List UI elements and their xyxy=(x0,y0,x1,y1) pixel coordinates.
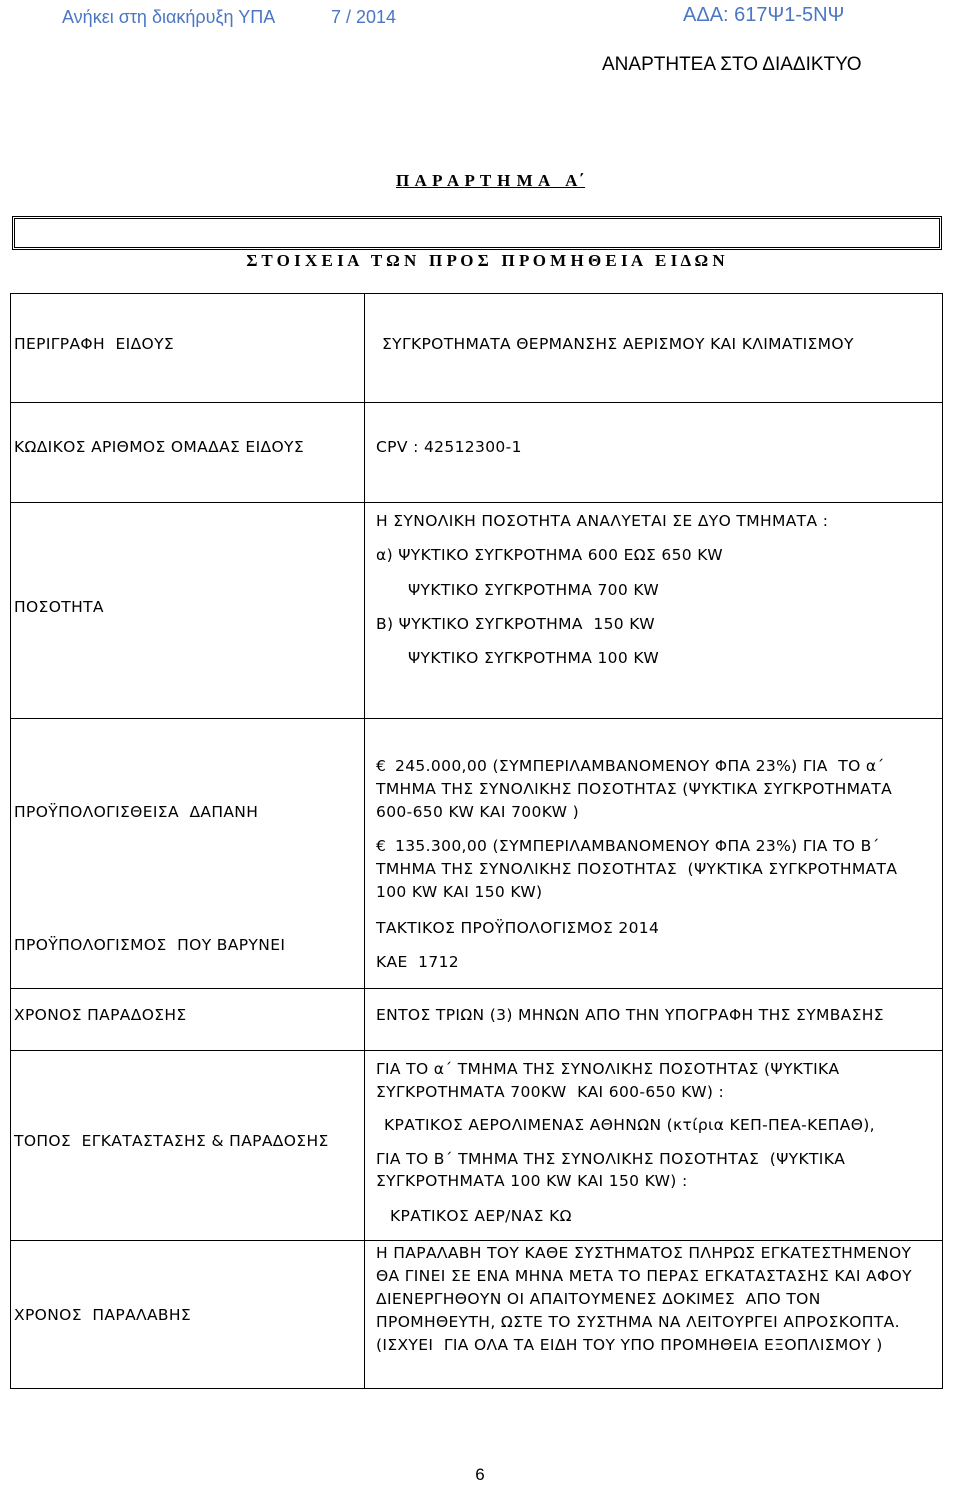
budget-part-b-line: 135.300,00 (ΣΥΜΠΕΡΙΛΑΜΒΑΝΟΜΕΝΟΥ ΦΠΑ 23%) ΓΙΑ ΤΟ Β΄ xyxy=(395,837,880,855)
description-label: ΠΕΡΙΓΡΑΦΗ ΕΙΔΟΥΣ xyxy=(14,335,175,353)
location-line: ΣΥΓΚΡΟΤΗΜΑΤΑ 100 KW ΚΑΙ 150 KW) : xyxy=(376,1172,688,1190)
acceptance-line: ΔΙΕΝΕΡΓΗΘΟΥΝ ΟΙ ΑΠΑΙΤΟΥΜΕΝΕΣ ΔΟΚΙΜΕΣ ΑΠΟ ΤΟΝ xyxy=(376,1290,821,1308)
quantity-line: α) ΨΥΚΤΙΚΟ ΣΥΓΚΡΟΤΗΜΑ 600 ΕΩΣ 650 KW xyxy=(376,546,723,564)
location-line: ΓΙΑ ΤΟ Β΄ ΤΜΗΜΑ ΤΗΣ ΣΥΝΟΛΙΚΗΣ ΠΟΣΟΤΗΤΑΣ (ΨΥΚΤΙΚΑ xyxy=(376,1150,846,1168)
tender-reference-label: Ανήκει στη διακήρυξη ΥΠΑ xyxy=(62,7,276,27)
budget-part-a-line: 600-650 KW ΚΑΙ 700KW ) xyxy=(376,803,580,821)
location-line: ΚΡΑΤΙΚΟΣ ΑΕΡΟΛΙΜΕΝΑΣ ΑΘΗΝΩΝ (κτίρια ΚΕΠ-ΠΕΑ-ΚΕΠΑΘ), xyxy=(384,1116,875,1134)
acceptance-line: ΘΑ ΓΙΝΕΙ ΣΕ ΕΝΑ ΜΗΝΑ ΜΕΤΑ ΤΟ ΠΕΡΑΣ ΕΓΚΑΤΑΣΤΑΣΗΣ ΚΑΙ ΑΦΟΥ xyxy=(376,1267,912,1285)
row-divider xyxy=(11,402,942,403)
row-divider xyxy=(11,1240,942,1241)
quantity-line: Β) ΨΥΚΤΙΚΟ ΣΥΓΚΡΟΤΗΜΑ 150 KW xyxy=(376,615,655,633)
code-label: ΚΩΔΙΚΟΣ ΑΡΙΘΜΟΣ ΟΜΑΔΑΣ ΕΙΔΟΥΣ xyxy=(14,438,304,456)
location-line: ΓΙΑ ΤΟ α΄ ΤΜΗΜΑ ΤΗΣ ΣΥΝΟΛΙΚΗΣ ΠΟΣΟΤΗΤΑΣ (ΨΥΚΤΙΚΑ xyxy=(376,1060,840,1078)
row-divider xyxy=(11,1050,942,1051)
budget-part-a-line: 245.000,00 (ΣΥΜΠΕΡΙΛΑΜΒΑΝΟΜΕΝΟΥ ΦΠΑ 23%) ΓΙΑ ΤΟ α΄ xyxy=(395,757,885,775)
tender-reference-number: 7 / 2014 xyxy=(331,7,397,27)
acceptance-line: Η ΠΑΡΑΛΑΒΗ ΤΟΥ ΚΑΘΕ ΣΥΣΤΗΜΑΤΟΣ ΠΛΗΡΩΣ ΕΓΚΑΤΕΣΤΗΜΕΝΟΥ xyxy=(376,1244,912,1262)
delivery-time-value: ΕΝΤΟΣ ΤΡΙΩΝ (3) ΜΗΝΩΝ ΑΠΟ ΤΗΝ ΥΠΟΓΡΑΦΗ ΤΗΣ ΣΥΜΒΑΣΗΣ xyxy=(376,1006,884,1024)
location-label: ΤΟΠΟΣ ΕΓΚΑΤΑΣΤΑΣΗΣ & ΠΑΡΑΔΟΣΗΣ xyxy=(14,1132,329,1150)
ada-code: ΑΔΑ: 617Ψ1-5ΝΨ xyxy=(683,4,845,26)
page-number: 6 xyxy=(475,1465,485,1484)
posting-note: ΑΝΑΡΤΗΤΕΑ ΣΤΟ ΔΙΑΔΙΚΤΥΟ xyxy=(602,54,862,75)
budget-part-a-line: ΤΜΗΜΑ ΤΗΣ ΣΥΝΟΛΙΚΗΣ ΠΟΣΟΤΗΤΑΣ (ΨΥΚΤΙΚΑ ΣΥΓΚΡΟΤΗΜΑΤΑ xyxy=(376,780,893,798)
budget-part-b-line: ΤΜΗΜΑ ΤΗΣ ΣΥΝΟΛΙΚΗΣ ΠΟΣΟΤΗΤΑΣ (ΨΥΚΤΙΚΑ ΣΥΓΚΡΟΤΗΜΑΤΑ xyxy=(376,860,898,878)
location-line: ΚΡΑΤΙΚΟΣ ΑΕΡ/ΝΑΣ ΚΩ xyxy=(390,1207,572,1225)
acceptance-line: (ΙΣΧΥΕΙ ΓΙΑ ΟΛΑ ΤΑ ΕΙΔΗ ΤΟΥ ΥΠΟ ΠΡΟΜΗΘΕΙΑ ΕΞΟΠΛΙΣΜΟΥ ) xyxy=(376,1336,883,1354)
annex-title xyxy=(0,148,960,214)
description-value: ΣΥΓΚΡΟΤΗΜΑΤΑ ΘΕΡΜΑΝΣΗΣ ΑΕΡΙΣΜΟΥ ΚΑΙ ΚΛΙΜΑΤΙΣΜΟΥ xyxy=(382,335,854,353)
quantity-line: Η ΣΥΝΟΛΙΚΗ ΠΟΣΟΤΗΤΑ ΑΝΑΛΥΕΤΑΙ ΣΕ ΔΥΟ ΤΜΗΜΑΤΑ : xyxy=(376,512,829,530)
quantity-line: ΨΥΚΤΙΚΟ ΣΥΓΚΡΟΤΗΜΑ 100 KW xyxy=(408,649,659,667)
delivery-time-label: ΧΡΟΝΟΣ ΠΑΡΑΔΟΣΗΣ xyxy=(14,1006,187,1024)
euro-symbol: € xyxy=(376,757,387,775)
quantity-label: ΠΟΣΟΤΗΤΑ xyxy=(14,598,104,616)
section-title: Σ Τ Ο Ι Χ Ε Ι Α Τ Ω Ν Π Ρ Ο Σ Π Ρ Ο Μ Η Θ Ε Ι Α Ε Ι Δ Ω Ν xyxy=(246,251,725,270)
location-line: ΣΥΓΚΡΟΤΗΜΑΤΑ 700KW ΚΑΙ 600-650 KW) : xyxy=(376,1083,725,1101)
section-title-box xyxy=(12,216,942,270)
budget-part-b-line: 100 KW ΚΑΙ 150 KW) xyxy=(376,883,543,901)
row-divider xyxy=(11,718,942,719)
quantity-line: ΨΥΚΤΙΚΟ ΣΥΓΚΡΟΤΗΜΑ 700 KW xyxy=(408,581,659,599)
charged-budget-line: ΚΑΕ 1712 xyxy=(376,953,460,971)
column-divider xyxy=(364,294,365,1388)
code-value: CPV : 42512300-1 xyxy=(376,438,522,456)
row-divider xyxy=(11,988,942,989)
charged-budget-line: ΤΑΚΤΙΚΟΣ ΠΡΟΫΠΟΛΟΓΙΣΜΟΣ 2014 xyxy=(376,919,660,937)
acceptance-time-label: ΧΡΟΝΟΣ ΠΑΡΑΛΑΒΗΣ xyxy=(14,1306,192,1324)
euro-symbol: € xyxy=(376,837,387,855)
budget-label: ΠΡΟΫΠΟΛΟΓΙΣΘΕΙΣΑ ΔΑΠΑΝΗ xyxy=(14,803,259,821)
acceptance-line: ΠΡΟΜΗΘΕΥΤΗ, ΩΣΤΕ ΤΟ ΣΥΣΤΗΜΑ ΝΑ ΛΕΙΤΟΥΡΓΕΙ ΑΠΡΟΣΚΟΠΤΑ. xyxy=(376,1313,900,1331)
charged-budget-label: ΠΡΟΫΠΟΛΟΓΙΣΜΟΣ ΠΟΥ ΒΑΡΥΝΕΙ xyxy=(14,936,286,954)
row-divider xyxy=(11,502,942,503)
annex-title-text: Π Α Ρ Α Ρ Τ Η Μ Α Α΄ xyxy=(395,171,586,190)
